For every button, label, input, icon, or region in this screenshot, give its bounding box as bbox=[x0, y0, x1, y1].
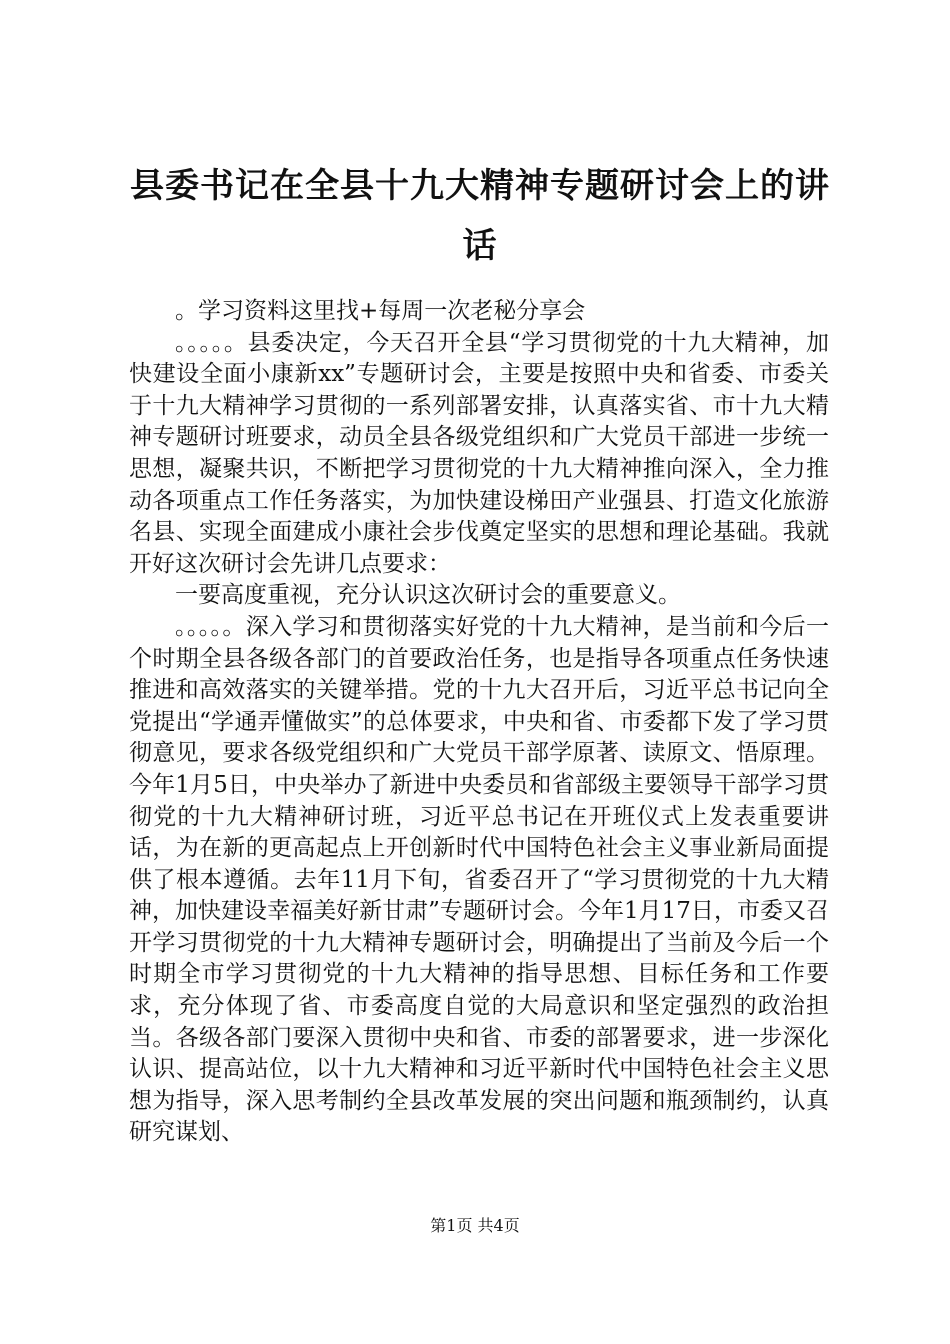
document-body bbox=[129, 296, 829, 1149]
document-title: 县委书记在全县十九大精神专题研讨会上的讲话 bbox=[130, 166, 830, 266]
paragraph-section-body: 。。。。。深入学习和贯彻落实好党的十九大精神，是当前和今后一个时期全县各级各部门的首要政治任务，也是指导各项重点任务快速推进和高效落实的关键举措。党的十九大召开后，习近平总书记向全党提出“学通弄懂做实”的总体要求，中央和省、市委都下发了学习贯彻意见，要求各级党组织和广大党员干部学原著、读原文、悟原理。今年1月5日，中央举办了新进中央委员和省部级主要领导干部学习贯彻党的十九大精神研讨班，习近平总书记在开班仪式上发表重要讲话，为在新的更高起点上开创新时代中国特色社会主义事业新局面提供了根本遵循。去年11月下旬，省委召开了“学习贯彻党的十九大精神，加快建设幸福美好新甘肃”专题研讨会。今年1月17日，市委又召开学习贯彻党的十九大精神专题研讨会，明确提出了当前及今后一个时期全市学习贯彻党的十九大精神的指导思想、目标任务和工作要求，充分体现了省、市委高度自觉的大局意识和坚定强烈的政治担当。各级各部门要深入贯彻中央和省、市委的部署要求，进一步深化认识、提高站位，以十九大精神和习近平新时代中国特色社会主义思想为指导，深入思考制约全县改革发展的突出问题和瓶颈制约，认真研究谋划、 bbox=[129, 613, 829, 1146]
paragraph-section-heading: 一要高度重视，充分认识这次研讨会的重要意义。 bbox=[175, 582, 681, 609]
paragraph-intro: 。学习资料这里找+每周一次老秘分享会 bbox=[175, 298, 586, 324]
paragraph-opening: 。。。。。县委决定，今天召开全县“学习贯彻党的十九大精神，加快建设全面小康新xx”专题研讨会，主要是按照中央和省委、市委关于十九大精神学习贯彻的一系列部署安排，认真落实省、市十九大精神专题研讨班要求，动员全县各级党组织和广大党员干部进一步统一思想，凝聚共识，不断把学习贯彻党的十九大精神推向深入，全力推动各项重点工作任务落实，为加快建设梯田产业强县、打造文化旅游名县、实现全面建成小康社会步伐奠定坚实的思想和理论基础。我就开好这次研讨会先讲几点要求： bbox=[129, 329, 829, 577]
page-footer: 第1页 共4页 bbox=[430, 1216, 520, 1235]
